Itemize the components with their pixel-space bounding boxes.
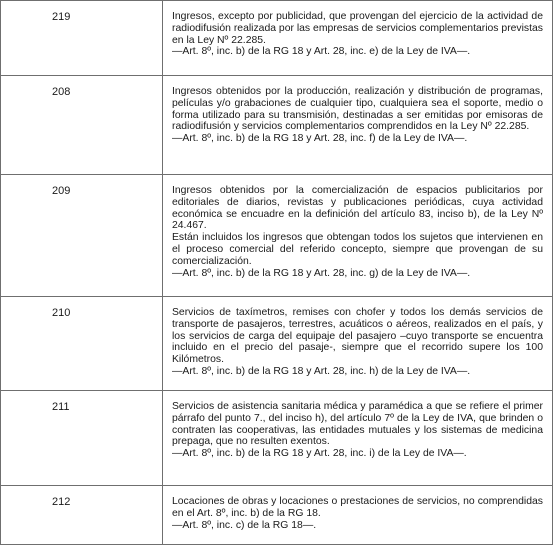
description-cell (163, 175, 553, 297)
code-cell: 208 (1, 76, 163, 175)
description-paragraph: Ingresos obtenidos por la comercialización de espacios publicitarios por editoriales de diarios, revistas y publicaciones periódicas, cuya actividad económica se encuadre en la definición del artículo 83, inciso b), de la Ley Nº 24.467. (172, 185, 543, 232)
table-row (1, 391, 553, 486)
legal-reference: —Art. 8º, inc. b) de la RG 18 y Art. 28, inc. f) de la Ley de IVA—. (172, 133, 468, 145)
legal-reference: —Art. 8º, inc. b) de la RG 18 y Art. 28, inc. g) de la Ley de IVA—. (172, 267, 471, 279)
code-cell: 210 (1, 297, 163, 391)
description-paragraph: Servicios de taxímetros, remises con chofer y todos los demás servicios de transporte de pasajeros, terrestres, acuáticos o aéreos, realizados en el país, y los servicios de carga del equipaje del pasajero –cuyo transporte se encuentra incluido en el precio del pasaje-, siempre que el recorrido supere los 100 Kilómetros. (172, 307, 543, 366)
code-cell: 219 (1, 1, 163, 76)
description-cell (163, 297, 553, 391)
description-paragraph: Servicios de asistencia sanitaria médica y paramédica a que se refiere el primer párrafo del punto 7., del inciso h), del artículo 7º de la Ley de IVA, que brinden o contraten las cooperativas, las entidades mutuales y los sistemas de medicina prepaga, que no resulten exentos. (172, 401, 543, 448)
legal-reference: —Art. 8º, inc. c) de la RG 18—. (172, 519, 317, 531)
code-cell: 209 (1, 175, 163, 297)
description-cell (163, 391, 553, 486)
description-paragraph: Están incluidos los ingresos que obtengan todos los sujetos que intervienen en el proceso comercial del referido concepto, siempre que provengan de su comercialización. (172, 232, 543, 267)
description-cell (163, 76, 553, 175)
table-row (1, 297, 553, 391)
code-cell: 211 (1, 391, 163, 486)
legal-reference: —Art. 8º, inc. b) de la RG 18 y Art. 28, inc. h) de la Ley de IVA—. (172, 365, 471, 377)
description-paragraph: Locaciones de obras y locaciones o prestaciones de servicios, no comprendidas en el Art. 8º, inc. b) de la RG 18. (172, 496, 543, 519)
legal-reference: —Art. 8º, inc. b) de la RG 18 y Art. 28, inc. e) de la Ley de IVA—. (172, 46, 471, 58)
table-row (1, 175, 553, 297)
legal-reference: —Art. 8º, inc. b) de la RG 18 y Art. 28, inc. i) de la Ley de IVA—. (172, 448, 467, 460)
description-paragraph: Ingresos obtenidos por la producción, realización y distribución de programas, películas y/o grabaciones de cualquier tipo, cualquiera sea el soporte, medio o forma utilizado para su transmisión, destinadas a ser emitidas por emisoras de radiodifusión y servicios complementarios comprendidos en la Ley Nº 22.285. (172, 86, 543, 133)
description-paragraph: Ingresos, excepto por publicidad, que provengan del ejercicio de la actividad de radiodifusión realizada por las empresas de servicios complementarios previstas en la Ley Nº 22.285. (172, 11, 543, 46)
table-row (1, 486, 553, 545)
description-cell (163, 486, 553, 545)
description-cell (163, 1, 553, 76)
table-row (1, 1, 553, 76)
code-cell: 212 (1, 486, 163, 545)
table-row (1, 76, 553, 175)
